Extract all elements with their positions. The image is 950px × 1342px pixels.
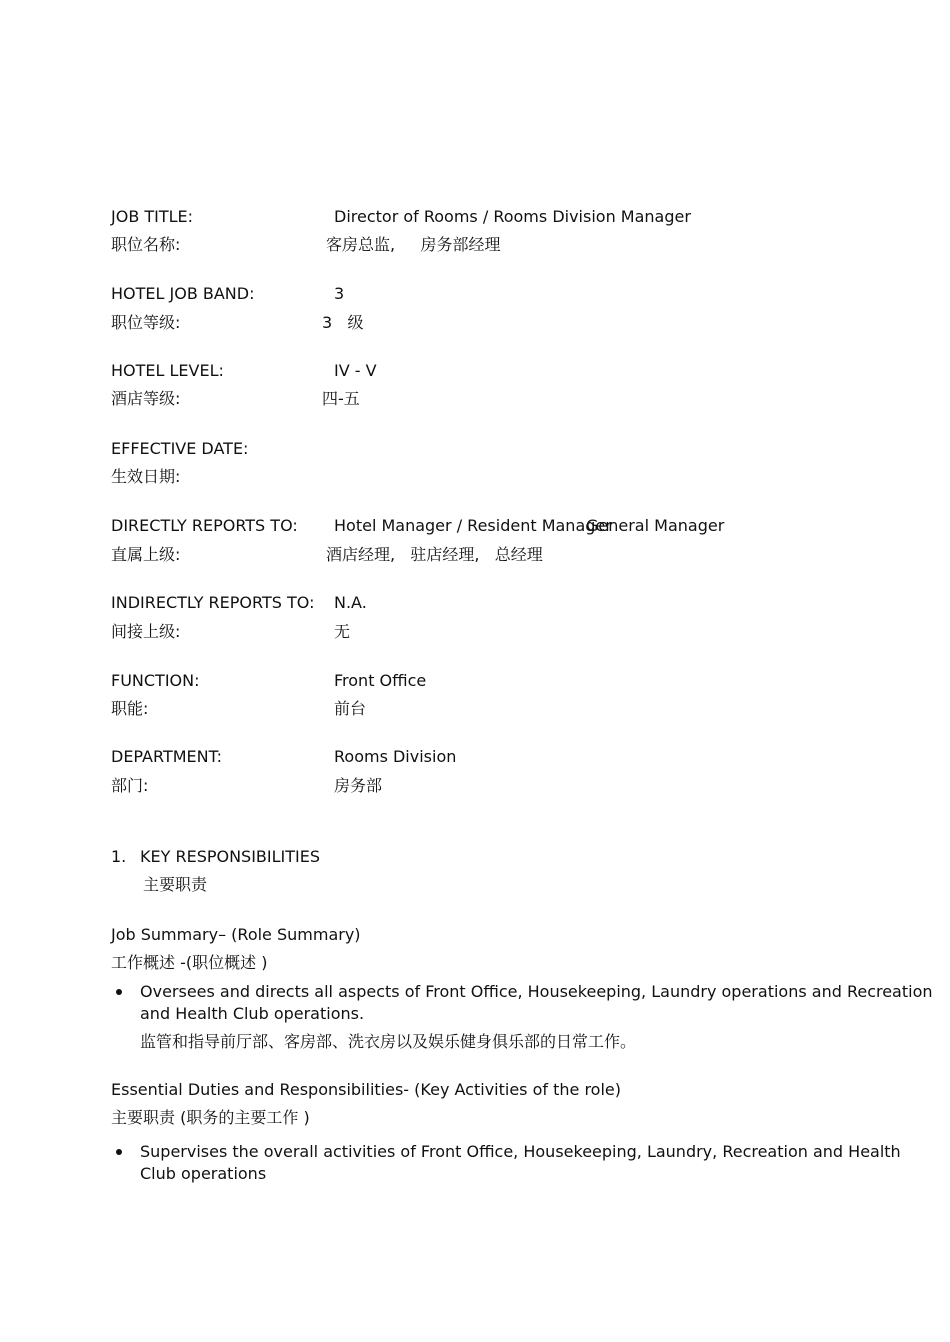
section-number: 1. [111,847,127,866]
essential-duties-heading-paren: (Key Activities of the role) [414,1080,621,1099]
department-value: Rooms Division [334,747,457,766]
job-summary-heading [111,925,361,944]
job-title-label-zh: 职位名称: [111,235,181,254]
function-label-zh: 职能: [111,699,149,718]
job-summary-heading-zh [111,953,267,972]
job-summary-bullet-zh: 监管和指导前厅部、客房部、洗衣房以及娱乐健身俱乐部的日常工作。 [140,1032,637,1051]
function-label: FUNCTION: [111,671,200,690]
job-title-label: JOB TITLE: [111,207,194,226]
job-summary-heading-paren: (Role Summary) [231,925,361,944]
effective-date-label: EFFECTIVE DATE: [111,439,249,458]
job-summary-heading-dash: – [218,925,227,944]
direct-reports-label-zh: 直属上级: [111,545,181,564]
department-value-zh: 房务部 [334,776,383,795]
direct-reports-value-zh: 酒店经理, 驻店经理, 总经理 [326,545,543,564]
hotel-level-value-zh: 四-五 [322,389,360,408]
job-band-value: 3 [334,284,345,303]
department-label: DEPARTMENT: [111,747,223,766]
bullet-icon [116,1149,122,1155]
job-band-value-zh: 3 级 [322,313,364,332]
indirect-reports-label: INDIRECTLY REPORTS TO: [111,593,315,612]
job-summary-heading-text: Job Summary [111,925,219,944]
job-band-label-zh: 职位等级: [111,313,181,332]
job-summary-heading-zh-text: 工作概述 - [111,953,186,972]
indirect-reports-label-zh: 间接上级: [111,622,181,641]
essential-duties-heading [111,1080,621,1099]
hotel-level-label-zh: 酒店等级: [111,389,181,408]
function-value: Front Office [334,671,427,690]
essential-duties-heading-zh [111,1108,310,1127]
direct-reports-value: Hotel Manager / Resident Manager [334,516,612,535]
direct-reports-value-overlap: General Manager [586,516,725,535]
job-title-value: Director of Rooms / Rooms Division Manager [334,207,691,226]
bullet-icon [116,989,122,995]
essential-duties-heading-zh-paren: (职务的主要工作 ) [180,1108,310,1127]
job-summary-bullet: Oversees and directs all aspects of Front Office, Housekeeping, Laundry operations and Recreation and Health Club operations. [140,982,933,1023]
section-title: KEY RESPONSIBILITIES [140,847,321,866]
essential-duties-heading-text: Essential Duties and Responsibilities [111,1080,404,1099]
job-band-label: HOTEL JOB BAND: [111,284,255,303]
hotel-level-label: HOTEL LEVEL: [111,361,224,380]
hotel-level-value: IV - V [334,361,377,380]
job-title-value-zh: 客房总监, 房务部经理 [326,235,501,254]
indirect-reports-value: N.A. [334,593,367,612]
essential-duties-bullet: Supervises the overall activities of Front Office, Housekeeping, Laundry, Recreation and Health Club operations [140,1142,901,1183]
effective-date-label-zh: 生效日期: [111,467,181,486]
section-title-zh: 主要职责 [143,875,208,894]
indirect-reports-value-zh: 无 [334,622,351,641]
function-value-zh: 前台 [334,699,367,718]
essential-duties-heading-dash: - [403,1080,410,1099]
direct-reports-label: DIRECTLY REPORTS TO: [111,516,298,535]
job-summary-heading-zh-paren: (职位概述 ) [185,953,268,972]
essential-duties-heading-zh-text: 主要职责 [111,1108,176,1127]
department-label-zh: 部门: [111,776,149,795]
